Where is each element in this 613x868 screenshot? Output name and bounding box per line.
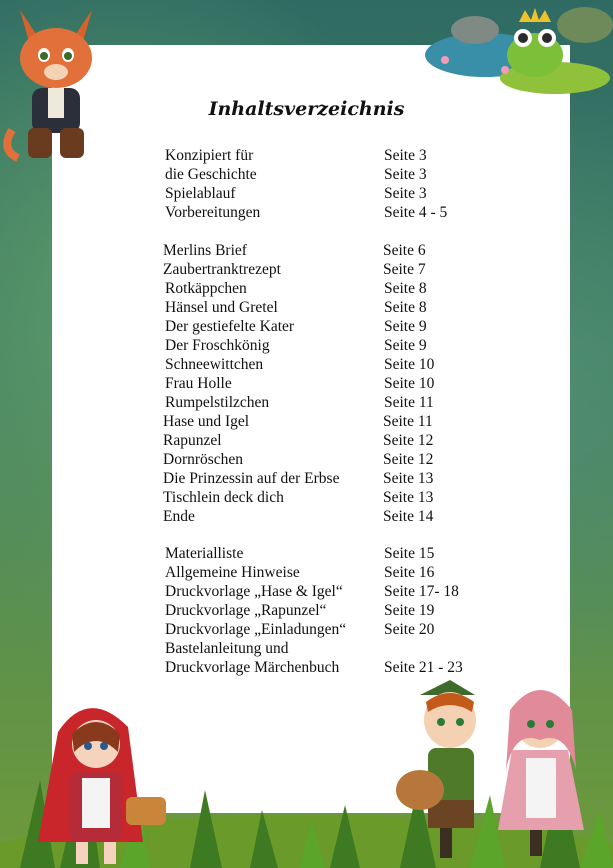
toc-entry-page: Seite 12 xyxy=(383,432,434,449)
toc-entry-page: Seite 3 xyxy=(384,166,427,183)
toc-entry-title: Ende xyxy=(163,508,195,525)
toc-entry-title: Druckvorlage Märchenbuch xyxy=(165,659,340,676)
toc-entry-title: Zaubertranktrezept xyxy=(163,261,281,278)
toc-entry-title: Der Froschkönig xyxy=(165,337,270,354)
toc-entry-title: Hase und Igel xyxy=(163,413,250,430)
toc-entry-title: Allgemeine Hinweise xyxy=(165,564,300,581)
toc-entry-title: Druckvorlage „Einladungen“ xyxy=(165,621,347,638)
toc-entry-page: Seite 13 xyxy=(383,470,434,487)
toc-entry-page: Seite 7 xyxy=(383,261,426,278)
toc-entry-page: Seite 8 xyxy=(384,280,427,297)
toc-entry-title: Vorbereitungen xyxy=(165,204,261,221)
toc-entry-page: Seite 9 xyxy=(384,337,427,354)
toc-entry-title: Bastelanleitung und xyxy=(165,640,289,657)
toc-entry-page: Seite 20 xyxy=(384,621,435,638)
toc-entry-title: Rotkäppchen xyxy=(165,280,247,297)
toc-entry-title: Der gestiefelte Kater xyxy=(165,318,295,335)
toc-entry-page: Seite 11 xyxy=(384,394,434,411)
toc-entry-title: Frau Holle xyxy=(165,375,232,392)
toc-entry-page: Seite 9 xyxy=(384,318,427,335)
toc-entry-page: Seite 4 - 5 xyxy=(384,204,448,221)
toc-entry-page: Seite 21 - 23 xyxy=(384,659,463,676)
toc-entry-title: Rumpelstilzchen xyxy=(165,394,270,411)
toc-entry-title: Druckvorlage „Rapunzel“ xyxy=(165,602,327,619)
toc-entry-title: Schneewittchen xyxy=(165,356,264,373)
toc-entry-page: Seite 6 xyxy=(383,242,426,259)
page-title: Inhaltsverzeichnis xyxy=(208,98,405,120)
toc-entry-title: Hänsel und Gretel xyxy=(165,299,278,316)
toc-entry-title: Druckvorlage „Hase & Igel“ xyxy=(165,583,343,600)
toc-entry-page: Seite 11 xyxy=(383,413,433,430)
toc-entry-page: Seite 15 xyxy=(384,545,435,562)
toc-entry-page: Seite 14 xyxy=(383,508,434,525)
toc-entry-title: Die Prinzessin auf der Erbse xyxy=(163,470,340,487)
toc-entry-page: Seite 10 xyxy=(384,356,435,373)
toc-entry-title: die Geschichte xyxy=(165,166,257,183)
toc-entry-title: Spielablauf xyxy=(165,185,236,202)
toc-entry-page: Seite 3 xyxy=(384,147,427,164)
toc-entry-title: Rapunzel xyxy=(163,432,222,449)
toc-entry-page: Seite 13 xyxy=(383,489,434,506)
toc-entry-title: Konzipiert für xyxy=(165,147,254,164)
toc-entry-page: Seite 10 xyxy=(384,375,435,392)
toc-entry-page: Seite 16 xyxy=(384,564,435,581)
toc-entry-title: Tischlein deck dich xyxy=(163,489,284,506)
toc-entry-page: Seite 17- 18 xyxy=(384,583,459,600)
toc-entry-title: Materialliste xyxy=(165,545,244,562)
toc-entry-page: Seite 3 xyxy=(384,185,427,202)
toc-entry-page: Seite 8 xyxy=(384,299,427,316)
toc-entry-title: Merlins Brief xyxy=(163,242,247,259)
toc-entry-title: Dornröschen xyxy=(163,451,244,468)
toc-entry-page: Seite 19 xyxy=(384,602,435,619)
toc-entry-page: Seite 12 xyxy=(383,451,434,468)
